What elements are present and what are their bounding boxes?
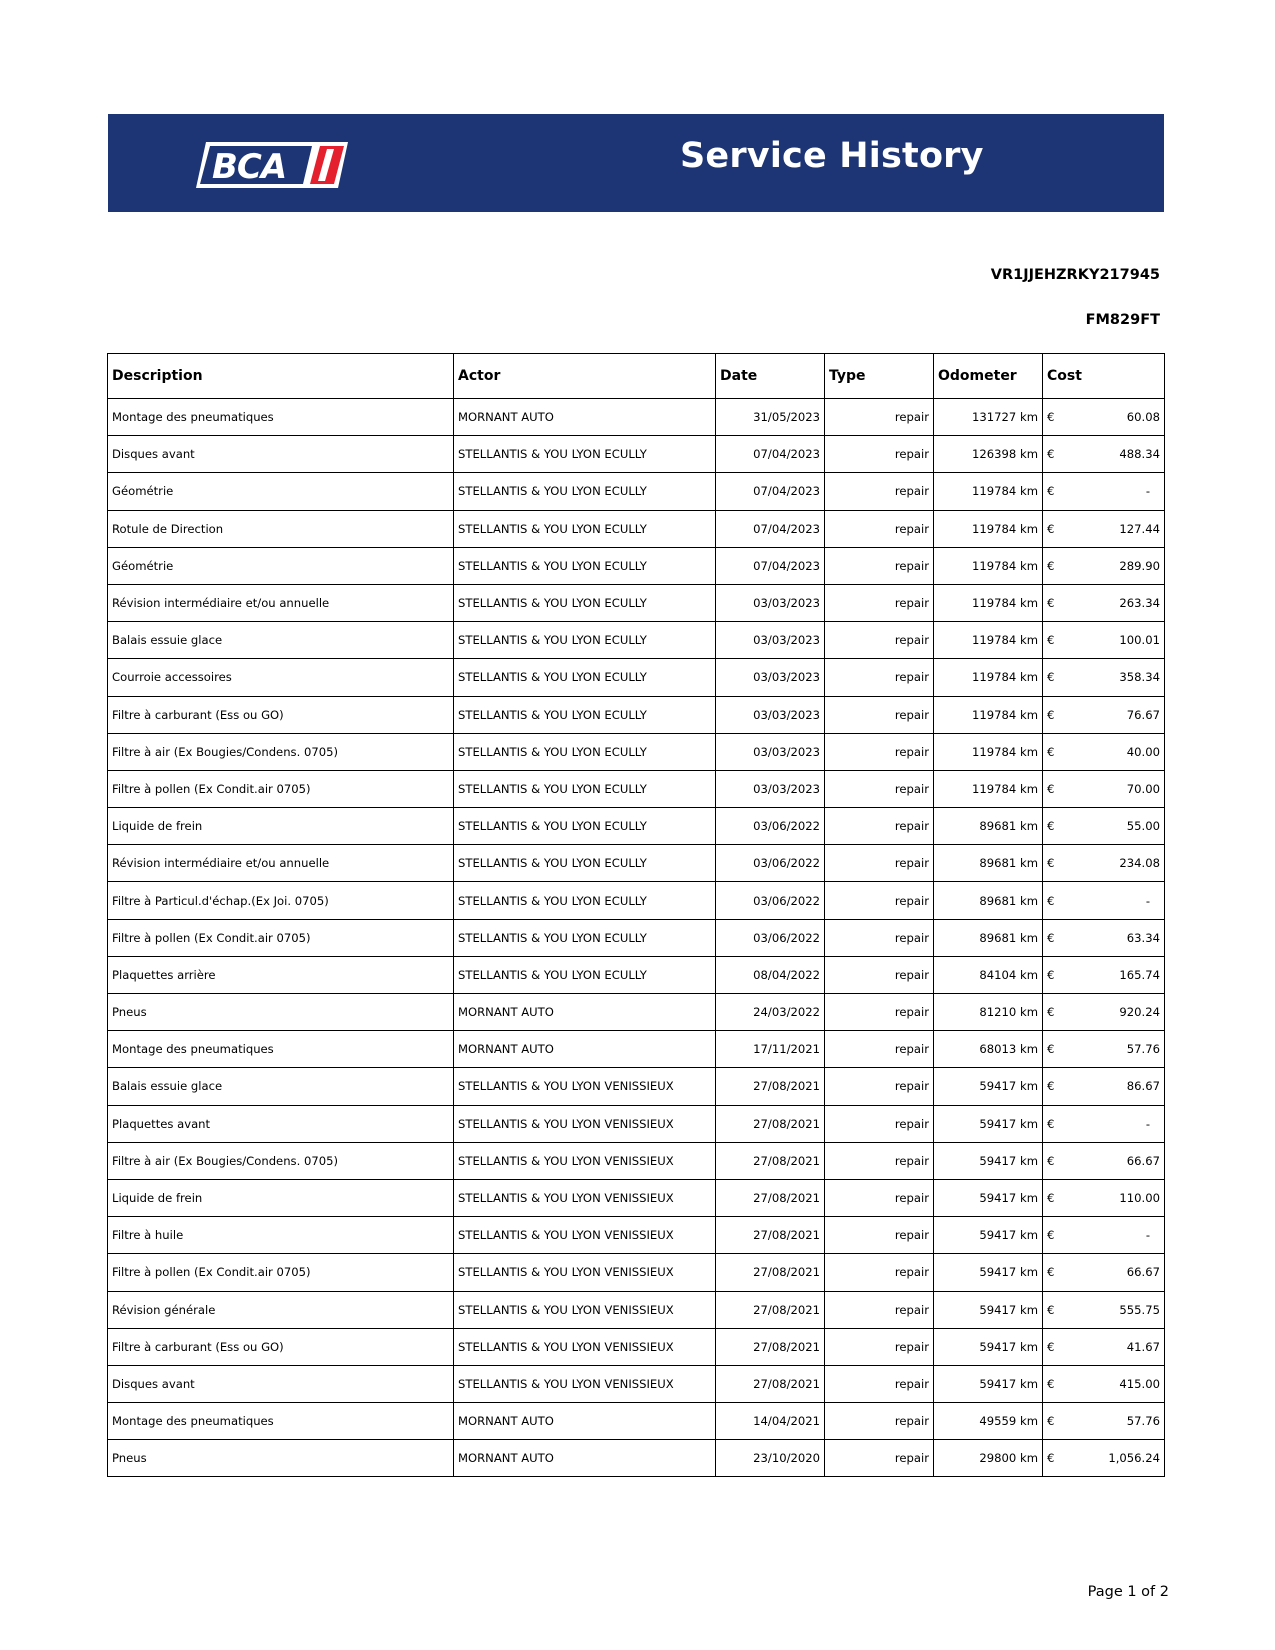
currency-symbol: €: [1047, 1339, 1055, 1354]
cell-type: repair: [825, 584, 934, 621]
cell-actor: STELLANTIS & YOU LYON VENISSIEUX: [454, 1328, 716, 1365]
cell-odometer: 59417 km: [934, 1179, 1043, 1216]
cell-description: Courroie accessoires: [108, 659, 454, 696]
cell-cost: [1043, 399, 1165, 436]
cell-odometer: 49559 km: [934, 1403, 1043, 1440]
cell-type: repair: [825, 1403, 934, 1440]
currency-symbol: €: [1047, 1005, 1055, 1020]
cell-actor: STELLANTIS & YOU LYON VENISSIEUX: [454, 1142, 716, 1179]
cell-date: 07/04/2023: [716, 510, 825, 547]
table-row: [108, 1291, 1165, 1328]
table-row: [108, 659, 1165, 696]
cost-amount: -: [1145, 1116, 1150, 1131]
currency-symbol: €: [1047, 856, 1055, 871]
currency-symbol: €: [1047, 410, 1055, 425]
table-row: [108, 1440, 1165, 1477]
cell-description: Révision générale: [108, 1291, 454, 1328]
cell-description: Montage des pneumatiques: [108, 1031, 454, 1068]
cost-amount: 100.01: [1119, 633, 1160, 648]
cell-description: Montage des pneumatiques: [108, 399, 454, 436]
cell-actor: STELLANTIS & YOU LYON ECULLY: [454, 510, 716, 547]
currency-symbol: €: [1047, 521, 1055, 536]
page-title: Service History: [680, 136, 984, 176]
cost-amount: 55.00: [1126, 819, 1160, 834]
table-row: [108, 1217, 1165, 1254]
cell-cost: [1043, 436, 1165, 473]
cost-amount: 358.34: [1119, 670, 1160, 685]
cell-odometer: 59417 km: [934, 1217, 1043, 1254]
cell-type: repair: [825, 956, 934, 993]
table-row: [108, 1328, 1165, 1365]
currency-symbol: €: [1047, 1042, 1055, 1057]
cost-amount: -: [1145, 1228, 1150, 1243]
cell-actor: STELLANTIS & YOU LYON ECULLY: [454, 956, 716, 993]
cell-date: 14/04/2021: [716, 1403, 825, 1440]
cell-actor: STELLANTIS & YOU LYON VENISSIEUX: [454, 1365, 716, 1402]
cell-description: Pneus: [108, 994, 454, 1031]
currency-symbol: €: [1047, 1153, 1055, 1168]
cell-odometer: 59417 km: [934, 1068, 1043, 1105]
cell-description: Filtre à pollen (Ex Condit.air 0705): [108, 919, 454, 956]
cell-cost: [1043, 1365, 1165, 1402]
cell-actor: STELLANTIS & YOU LYON VENISSIEUX: [454, 1217, 716, 1254]
cell-description: Filtre à carburant (Ess ou GO): [108, 696, 454, 733]
cell-description: Filtre à carburant (Ess ou GO): [108, 1328, 454, 1365]
cell-type: repair: [825, 473, 934, 510]
currency-symbol: €: [1047, 1414, 1055, 1429]
table-row: [108, 1254, 1165, 1291]
currency-symbol: €: [1047, 558, 1055, 573]
cell-description: Plaquettes arrière: [108, 956, 454, 993]
cell-description: Géométrie: [108, 547, 454, 584]
table-row: [108, 770, 1165, 807]
cell-date: 03/03/2023: [716, 622, 825, 659]
table-row: [108, 1179, 1165, 1216]
currency-symbol: €: [1047, 1451, 1055, 1466]
column-header-description: Description: [108, 354, 454, 399]
currency-symbol: €: [1047, 967, 1055, 982]
cost-amount: 57.76: [1126, 1042, 1160, 1057]
cell-description: Révision intermédiaire et/ou annuelle: [108, 845, 454, 882]
currency-symbol: €: [1047, 447, 1055, 462]
cell-odometer: 119784 km: [934, 622, 1043, 659]
cell-odometer: 59417 km: [934, 1105, 1043, 1142]
cell-type: repair: [825, 1365, 934, 1402]
cost-amount: 415.00: [1119, 1376, 1160, 1391]
cell-cost: [1043, 770, 1165, 807]
cell-actor: STELLANTIS & YOU LYON ECULLY: [454, 547, 716, 584]
service-history-table: [107, 353, 1165, 1477]
cell-type: repair: [825, 1031, 934, 1068]
table-row: [108, 1105, 1165, 1142]
cell-odometer: 119784 km: [934, 547, 1043, 584]
table-row: [108, 622, 1165, 659]
cost-amount: -: [1145, 484, 1150, 499]
table-body: [108, 399, 1165, 1477]
column-header-date: Date: [716, 354, 825, 399]
cell-description: Disques avant: [108, 1365, 454, 1402]
cell-actor: STELLANTIS & YOU LYON ECULLY: [454, 622, 716, 659]
cell-type: repair: [825, 1254, 934, 1291]
cell-cost: [1043, 1068, 1165, 1105]
cell-odometer: 89681 km: [934, 845, 1043, 882]
cell-odometer: 89681 km: [934, 919, 1043, 956]
cell-actor: STELLANTIS & YOU LYON ECULLY: [454, 882, 716, 919]
cell-actor: STELLANTIS & YOU LYON ECULLY: [454, 659, 716, 696]
table-row: [108, 882, 1165, 919]
cell-description: Balais essuie glace: [108, 1068, 454, 1105]
cell-type: repair: [825, 1328, 934, 1365]
cell-date: 23/10/2020: [716, 1440, 825, 1477]
bca-logo: [196, 140, 356, 190]
cell-type: repair: [825, 1179, 934, 1216]
cell-odometer: 126398 km: [934, 436, 1043, 473]
table-row: [108, 696, 1165, 733]
table-row: [108, 1365, 1165, 1402]
cell-odometer: 119784 km: [934, 659, 1043, 696]
cell-date: 03/03/2023: [716, 659, 825, 696]
cell-cost: [1043, 584, 1165, 621]
cell-type: repair: [825, 696, 934, 733]
cell-actor: STELLANTIS & YOU LYON ECULLY: [454, 733, 716, 770]
currency-symbol: €: [1047, 893, 1055, 908]
cost-amount: 41.67: [1126, 1339, 1160, 1354]
cell-date: 03/06/2022: [716, 882, 825, 919]
cell-odometer: 119784 km: [934, 584, 1043, 621]
cell-type: repair: [825, 808, 934, 845]
cell-cost: [1043, 696, 1165, 733]
cell-date: 08/04/2022: [716, 956, 825, 993]
cost-amount: 66.67: [1126, 1153, 1160, 1168]
cell-description: Filtre à Particul.d'échap.(Ex Joi. 0705): [108, 882, 454, 919]
cost-amount: 488.34: [1119, 447, 1160, 462]
cell-type: repair: [825, 622, 934, 659]
cell-date: 07/04/2023: [716, 436, 825, 473]
cell-date: 03/06/2022: [716, 808, 825, 845]
cell-type: repair: [825, 1217, 934, 1254]
table-row: [108, 808, 1165, 845]
cell-date: 03/03/2023: [716, 584, 825, 621]
cell-type: repair: [825, 994, 934, 1031]
cell-description: Filtre à air (Ex Bougies/Condens. 0705): [108, 733, 454, 770]
currency-symbol: €: [1047, 930, 1055, 945]
currency-symbol: €: [1047, 1079, 1055, 1094]
cost-amount: 70.00: [1126, 781, 1160, 796]
cell-odometer: 119784 km: [934, 473, 1043, 510]
cost-amount: 40.00: [1126, 744, 1160, 759]
header-banner: [108, 114, 1164, 212]
currency-symbol: €: [1047, 819, 1055, 834]
cell-odometer: 84104 km: [934, 956, 1043, 993]
cell-type: repair: [825, 436, 934, 473]
cell-actor: MORNANT AUTO: [454, 1403, 716, 1440]
cell-actor: STELLANTIS & YOU LYON ECULLY: [454, 436, 716, 473]
cell-type: repair: [825, 1142, 934, 1179]
cell-actor: STELLANTIS & YOU LYON ECULLY: [454, 696, 716, 733]
cell-description: Rotule de Direction: [108, 510, 454, 547]
cell-actor: STELLANTIS & YOU LYON ECULLY: [454, 473, 716, 510]
cell-cost: [1043, 1291, 1165, 1328]
page-number: Page 1 of 2: [1087, 1584, 1169, 1600]
vehicle-plate: FM829FT: [1085, 312, 1160, 328]
cell-date: 03/03/2023: [716, 696, 825, 733]
cell-cost: [1043, 733, 1165, 770]
cell-description: Balais essuie glace: [108, 622, 454, 659]
cell-odometer: 59417 km: [934, 1291, 1043, 1328]
cell-cost: [1043, 845, 1165, 882]
cell-date: 27/08/2021: [716, 1142, 825, 1179]
cell-date: 17/11/2021: [716, 1031, 825, 1068]
cell-date: 03/03/2023: [716, 733, 825, 770]
cost-amount: 110.00: [1119, 1191, 1160, 1206]
cell-description: Disques avant: [108, 436, 454, 473]
cost-amount: 66.67: [1126, 1265, 1160, 1280]
cell-actor: STELLANTIS & YOU LYON VENISSIEUX: [454, 1291, 716, 1328]
cell-date: 27/08/2021: [716, 1105, 825, 1142]
column-header-actor: Actor: [454, 354, 716, 399]
cell-date: 03/06/2022: [716, 845, 825, 882]
cell-type: repair: [825, 1291, 934, 1328]
cost-amount: 63.34: [1126, 930, 1160, 945]
vehicle-vin: VR1JJEHZRKY217945: [990, 267, 1160, 283]
cell-date: 07/04/2023: [716, 547, 825, 584]
cell-date: 03/06/2022: [716, 919, 825, 956]
cell-description: Révision intermédiaire et/ou annuelle: [108, 584, 454, 621]
cell-odometer: 119784 km: [934, 770, 1043, 807]
cell-cost: [1043, 1440, 1165, 1477]
cost-amount: 127.44: [1119, 521, 1160, 536]
cell-description: Liquide de frein: [108, 808, 454, 845]
cost-amount: 920.24: [1119, 1005, 1160, 1020]
cell-cost: [1043, 956, 1165, 993]
cell-actor: STELLANTIS & YOU LYON ECULLY: [454, 919, 716, 956]
table-row: [108, 584, 1165, 621]
cell-description: Géométrie: [108, 473, 454, 510]
cell-odometer: 29800 km: [934, 1440, 1043, 1477]
cell-type: repair: [825, 510, 934, 547]
cell-cost: [1043, 1179, 1165, 1216]
cell-odometer: 89681 km: [934, 882, 1043, 919]
cell-description: Liquide de frein: [108, 1179, 454, 1216]
cell-actor: MORNANT AUTO: [454, 1440, 716, 1477]
cell-type: repair: [825, 659, 934, 696]
cell-type: repair: [825, 770, 934, 807]
cell-odometer: 59417 km: [934, 1142, 1043, 1179]
table-row: [108, 510, 1165, 547]
currency-symbol: €: [1047, 744, 1055, 759]
cell-cost: [1043, 919, 1165, 956]
cell-actor: STELLANTIS & YOU LYON ECULLY: [454, 808, 716, 845]
cell-cost: [1043, 1142, 1165, 1179]
cell-cost: [1043, 510, 1165, 547]
cell-actor: MORNANT AUTO: [454, 399, 716, 436]
cell-description: Filtre à pollen (Ex Condit.air 0705): [108, 1254, 454, 1291]
cell-description: Filtre à air (Ex Bougies/Condens. 0705): [108, 1142, 454, 1179]
cell-date: 31/05/2023: [716, 399, 825, 436]
cost-amount: 60.08: [1126, 410, 1160, 425]
table-header-row: [108, 354, 1165, 399]
currency-symbol: €: [1047, 1302, 1055, 1317]
cell-type: repair: [825, 547, 934, 584]
table-row: [108, 919, 1165, 956]
currency-symbol: €: [1047, 781, 1055, 796]
cell-type: repair: [825, 1068, 934, 1105]
cell-odometer: 81210 km: [934, 994, 1043, 1031]
cell-description: Montage des pneumatiques: [108, 1403, 454, 1440]
cost-amount: 86.67: [1126, 1079, 1160, 1094]
currency-symbol: €: [1047, 633, 1055, 648]
column-header-odometer: Odometer: [934, 354, 1043, 399]
cell-odometer: 59417 km: [934, 1328, 1043, 1365]
cell-cost: [1043, 1403, 1165, 1440]
cell-odometer: 59417 km: [934, 1365, 1043, 1402]
cell-type: repair: [825, 399, 934, 436]
cell-actor: MORNANT AUTO: [454, 1031, 716, 1068]
cell-cost: [1043, 547, 1165, 584]
table-row: [108, 399, 1165, 436]
cell-actor: STELLANTIS & YOU LYON ECULLY: [454, 845, 716, 882]
logo-text: BCA: [212, 147, 287, 187]
cost-amount: 1,056.24: [1108, 1451, 1160, 1466]
table-row: [108, 436, 1165, 473]
cell-date: 24/03/2022: [716, 994, 825, 1031]
cell-cost: [1043, 622, 1165, 659]
cell-actor: STELLANTIS & YOU LYON VENISSIEUX: [454, 1254, 716, 1291]
currency-symbol: €: [1047, 670, 1055, 685]
cell-cost: [1043, 994, 1165, 1031]
currency-symbol: €: [1047, 1191, 1055, 1206]
currency-symbol: €: [1047, 1265, 1055, 1280]
cell-date: 03/03/2023: [716, 770, 825, 807]
cell-type: repair: [825, 845, 934, 882]
currency-symbol: €: [1047, 1376, 1055, 1391]
cell-actor: STELLANTIS & YOU LYON VENISSIEUX: [454, 1179, 716, 1216]
cell-cost: [1043, 882, 1165, 919]
cell-actor: STELLANTIS & YOU LYON ECULLY: [454, 584, 716, 621]
cell-description: Filtre à huile: [108, 1217, 454, 1254]
column-header-cost: Cost: [1043, 354, 1165, 399]
table-row: [108, 1142, 1165, 1179]
cell-type: repair: [825, 882, 934, 919]
column-header-type: Type: [825, 354, 934, 399]
cell-odometer: 131727 km: [934, 399, 1043, 436]
cell-actor: STELLANTIS & YOU LYON VENISSIEUX: [454, 1105, 716, 1142]
table-row: [108, 733, 1165, 770]
cell-date: 27/08/2021: [716, 1217, 825, 1254]
table-row: [108, 956, 1165, 993]
cell-actor: STELLANTIS & YOU LYON ECULLY: [454, 770, 716, 807]
cost-amount: 263.34: [1119, 596, 1160, 611]
currency-symbol: €: [1047, 484, 1055, 499]
currency-symbol: €: [1047, 707, 1055, 722]
cost-amount: 234.08: [1119, 856, 1160, 871]
cell-odometer: 89681 km: [934, 808, 1043, 845]
cell-cost: [1043, 1031, 1165, 1068]
cost-amount: 289.90: [1119, 558, 1160, 573]
cell-cost: [1043, 1105, 1165, 1142]
cell-cost: [1043, 1254, 1165, 1291]
cell-actor: MORNANT AUTO: [454, 994, 716, 1031]
cell-date: 27/08/2021: [716, 1291, 825, 1328]
cell-odometer: 119784 km: [934, 510, 1043, 547]
cell-date: 07/04/2023: [716, 473, 825, 510]
cell-cost: [1043, 1217, 1165, 1254]
cell-date: 27/08/2021: [716, 1254, 825, 1291]
cell-actor: STELLANTIS & YOU LYON VENISSIEUX: [454, 1068, 716, 1105]
currency-symbol: €: [1047, 1116, 1055, 1131]
cell-cost: [1043, 659, 1165, 696]
cell-date: 27/08/2021: [716, 1365, 825, 1402]
cell-odometer: 119784 km: [934, 733, 1043, 770]
cell-date: 27/08/2021: [716, 1068, 825, 1105]
table-row: [108, 1031, 1165, 1068]
cell-date: 27/08/2021: [716, 1179, 825, 1216]
cell-description: Filtre à pollen (Ex Condit.air 0705): [108, 770, 454, 807]
cell-date: 27/08/2021: [716, 1328, 825, 1365]
cost-amount: 165.74: [1119, 967, 1160, 982]
currency-symbol: €: [1047, 1228, 1055, 1243]
table-row: [108, 994, 1165, 1031]
cost-amount: 76.67: [1126, 707, 1160, 722]
currency-symbol: €: [1047, 596, 1055, 611]
cell-cost: [1043, 1328, 1165, 1365]
cell-cost: [1043, 473, 1165, 510]
table-row: [108, 547, 1165, 584]
table-row: [108, 845, 1165, 882]
cell-type: repair: [825, 1105, 934, 1142]
cell-description: Plaquettes avant: [108, 1105, 454, 1142]
table-row: [108, 473, 1165, 510]
cell-description: Pneus: [108, 1440, 454, 1477]
cost-amount: 555.75: [1119, 1302, 1160, 1317]
table-row: [108, 1068, 1165, 1105]
cost-amount: 57.76: [1126, 1414, 1160, 1429]
cell-type: repair: [825, 1440, 934, 1477]
cell-type: repair: [825, 919, 934, 956]
cell-odometer: 119784 km: [934, 696, 1043, 733]
cell-odometer: 59417 km: [934, 1254, 1043, 1291]
cell-type: repair: [825, 733, 934, 770]
table-row: [108, 1403, 1165, 1440]
cell-cost: [1043, 808, 1165, 845]
cell-odometer: 68013 km: [934, 1031, 1043, 1068]
cost-amount: -: [1145, 893, 1150, 908]
